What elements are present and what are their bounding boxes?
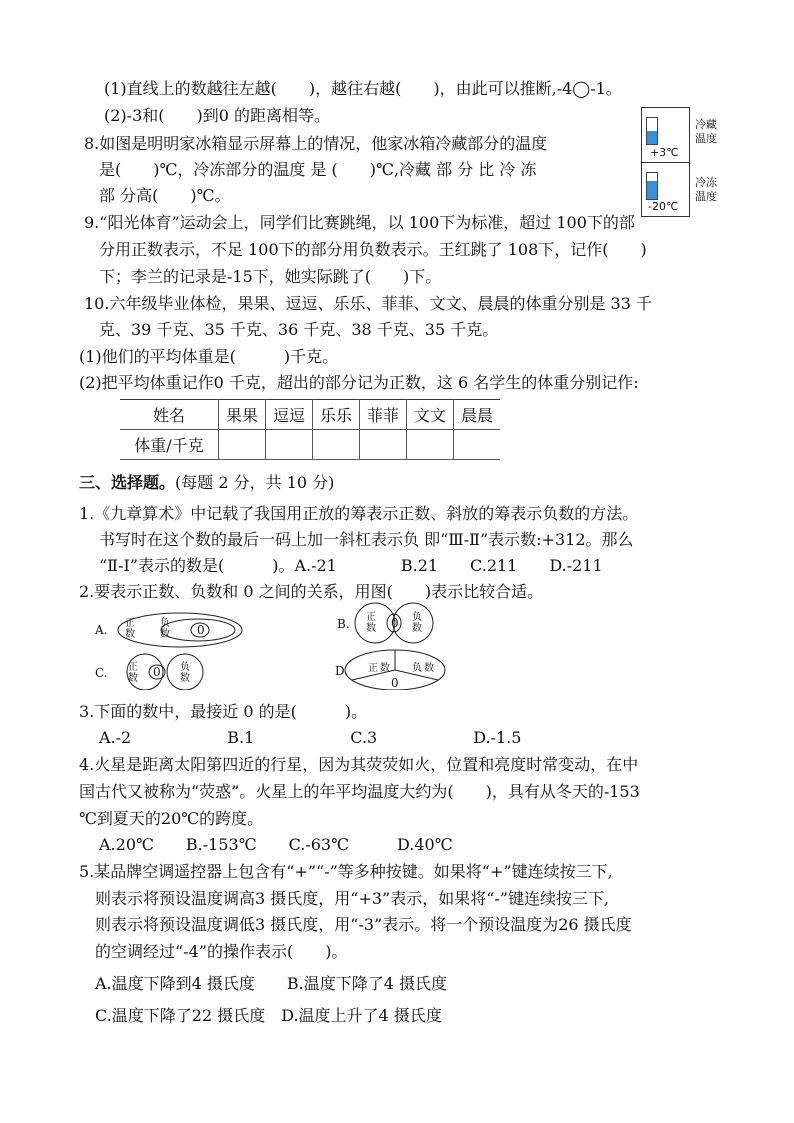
table-cell-name: 逗逗	[266, 400, 313, 430]
c5-line-4: 的空调经过“-4”的操作表示( )。	[95, 942, 348, 961]
venn-c-pos: 正数	[128, 662, 138, 684]
cold-temp-readout: +3℃	[650, 146, 679, 159]
q8-line-3: 部 分高( )℃。	[99, 186, 231, 205]
q9-line-3: 下；李兰的记录是-15下，她实际跳了( )下。	[99, 267, 442, 286]
venn-b-pos: 正数	[366, 612, 376, 634]
weight-table	[120, 399, 500, 460]
section-3-heading: 三、选择题。(每题 2 分，共 10 分)	[79, 473, 335, 492]
venn-a-pos: 正数	[125, 618, 135, 640]
line-q7-2: (2)-3和( )到0 的距离相等。	[104, 106, 331, 125]
venn-d-label[interactable]: D.	[335, 664, 349, 678]
table-row	[120, 430, 500, 460]
c3-options: A.-2 B.1 C.3 D.-1.5	[99, 728, 522, 747]
q8-line-2: 是( )℃，冷冻部分的温度 是 ( )℃,冷藏 部 分 比 冷 冻	[99, 160, 537, 179]
venn-d-neg: 负数	[412, 663, 436, 674]
venn-c-zero-label: 0	[153, 665, 161, 679]
c1-line-2: 书写时在这个数的最后一码上加一斜杠表示负 即“Ⅲ-Ⅱ”表示数:+312。那么	[99, 530, 634, 549]
freeze-label: 冷冻温度	[695, 176, 717, 203]
c4-line-2: 国古代又被称为“荧惑”。火星上的年平均温度大约为( )，具有从冬天的-153	[79, 782, 640, 801]
fridge-display	[641, 107, 690, 217]
table-cell-name: 晨晨	[454, 400, 501, 430]
q10-line-3: (1)他们的平均体重是( )千克。	[79, 347, 339, 366]
c1-line-1: 1.《九章算术》中记载了我国用正放的筹表示正数、斜放的筹表示负数的方法。	[79, 504, 639, 523]
table-cell-name: 乐乐	[313, 400, 360, 430]
c5-line-1: 5.某品牌空调遥控器上包含有“+”“-”等多种按键。如果将“+”键连续按三下,	[79, 862, 613, 881]
q9-line-2: 分用正数表示，不足 100下的部分用负数表示。王红跳了 108下，记作( )	[99, 240, 647, 259]
table-cell-name: 菲菲	[360, 400, 407, 430]
line-q7-1: (1)直线上的数越往左越( )，越往右越( )，由此可以推断,-4◯-1。	[104, 79, 622, 98]
c2-line: 2.要表示正数、负数和 0 之间的关系，用图( )表示比较合适。	[79, 582, 544, 601]
cold-thermometer-icon	[646, 117, 658, 145]
table-header-name: 姓名	[120, 400, 219, 430]
venn-a-label[interactable]: A.	[95, 623, 108, 637]
c1-line-3: “Ⅱ-Ⅰ”表示的数是( )。A.-21 B.21 C.211 D.-211	[99, 556, 603, 575]
table-row	[120, 400, 500, 430]
venn-a-zero-label: 0	[197, 623, 205, 637]
table-header-weight: 体重/千克	[120, 430, 219, 460]
venn-b-neg: 负数	[412, 612, 422, 634]
q8-line-1: 8.如图是明明家冰箱显示屏幕上的情况，他家冰箱冷藏部分的温度	[84, 134, 548, 153]
c4-line-1: 4.火星是距离太阳第四近的行星，因为其荧荧如火，位置和亮度时常变动，在中	[79, 755, 639, 774]
q10-line-2: 克、39 千克、35 千克、36 千克、38 千克、35 千克。	[99, 320, 499, 339]
venn-d-pos: 正数	[368, 663, 392, 674]
q10-line-4: (2)把平均体重记作0 千克，超出的部分记为正数，这 6 名学生的体重分别记作:	[79, 373, 639, 392]
c4-line-3: ℃到夏天的20℃的跨度。	[79, 809, 264, 828]
table-cell-blank[interactable]	[266, 430, 313, 460]
table-cell-blank[interactable]	[407, 430, 454, 460]
table-cell-blank[interactable]	[360, 430, 407, 460]
table-cell-name: 果果	[219, 400, 266, 430]
c5-options-ab: A.温度下降到4 摄氏度 B.温度下降了4 摄氏度	[95, 974, 448, 993]
table-cell-blank[interactable]	[454, 430, 501, 460]
venn-b-zero-label: 0	[391, 616, 399, 630]
freeze-thermometer-icon	[646, 172, 658, 200]
venn-d-zero-label: 0	[391, 676, 399, 690]
q10-line-1: 10.六年级毕业体检，果果、逗逗、乐乐、菲菲、文文、晨晨的体重分别是 33 千	[84, 294, 652, 313]
venn-b-label[interactable]: B.	[337, 617, 350, 631]
cold-label: 冷藏温度	[695, 118, 717, 145]
freeze-temp-readout: -20℃	[648, 200, 679, 213]
venn-c-label[interactable]: C.	[95, 666, 108, 680]
q9-line-1: 9.“阳光体育”运动会上，同学们比赛跳绳，以 100下为标准，超过 100下的部	[84, 213, 635, 232]
table-cell-name: 文文	[407, 400, 454, 430]
c5-line-3: 则表示将预设温度调低3 摄氏度，用“-3”表示。将一个预设温度为26 摄氏度	[95, 915, 632, 934]
venn-a-neg: 负数	[160, 618, 170, 640]
c5-line-2: 则表示将预设温度调高3 摄氏度，用“+3”表示，如果将“-”键连续按三下,	[95, 889, 610, 908]
table-cell-blank[interactable]	[313, 430, 360, 460]
c3-line: 3.下面的数中，最接近 0 的是( )。	[79, 702, 368, 721]
c4-options: A.20℃ B.-153℃ C.-63℃ D.40℃	[99, 835, 453, 854]
venn-c-neg: 负数	[180, 662, 190, 684]
c5-options-cd: C.温度下降了22 摄氏度 D.温度上升了4 摄氏度	[95, 1006, 442, 1025]
table-cell-blank[interactable]	[219, 430, 266, 460]
